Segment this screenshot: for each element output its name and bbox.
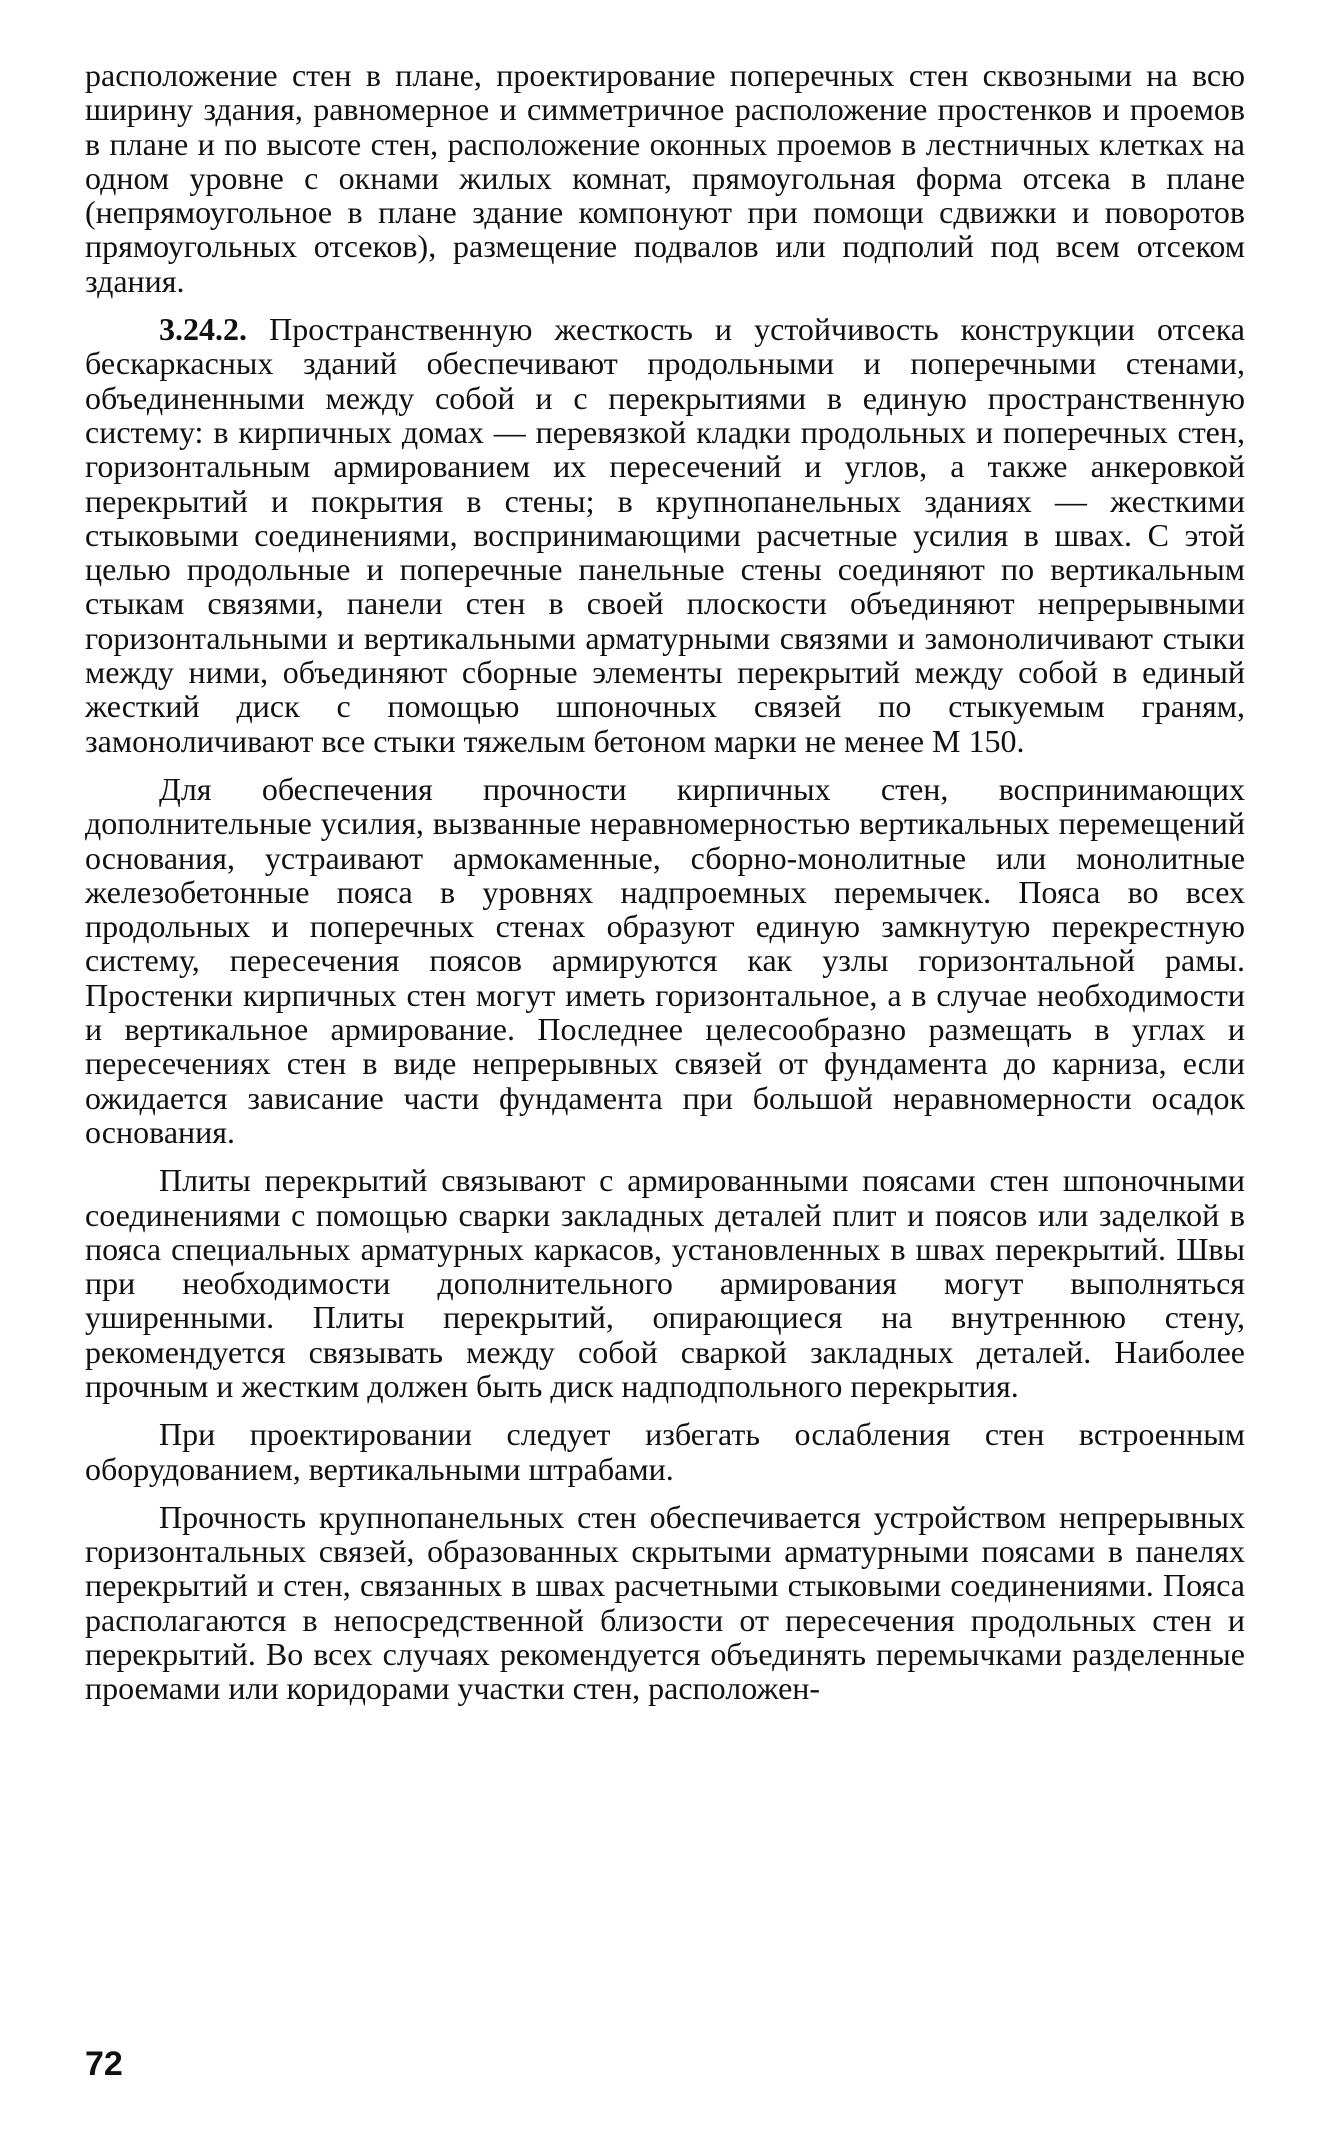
- paragraph-3-text: Для обеспечения прочности кирпичных стен, воспринимающих дополнительные усилия, вызванные неравномерностью вертикальных перемещений основания, устраивают армокаменные, сборно-монолитные или монолитные железобетонные пояса в уровнях надпроемных перемычек. Пояса во всех продольных и поперечных стенах образуют единую замкнутую перекрестную систему, пересечения поясов армируются как узлы горизонтальной рамы. Простенки кирпичных стен могут иметь горизонтальное, а в случае необходимости и вертикальное армирование. Последнее целесообразно размещать в углах и пересечениях стен в виде непрерывных связей от фундамента до карниза, если ожидается зависание части фундамента при большой неравномерности осадок основания.: [85, 770, 1245, 1150]
- paragraph-2: [85, 312, 1245, 758]
- paragraph-4-text: Плиты перекрытий связывают с армированными поясами стен шпоночными соединениями с помощью сварки закладных деталей плит и поясов или заделкой в пояса специальных арматурных каркасов, установленных в швах перекрытий. Швы при необходимости дополнительного армирования могут выполняться уширенными. Плиты перекрытий, опирающиеся на внутреннюю стену, рекомендуется связывать между собой сваркой закладных деталей. Наиболее прочным и жестким должен быть диск надподпольного перекрытия.: [85, 1162, 1245, 1404]
- paragraph-5-text: При проектировании следует избегать ослабления стен встроенным оборудованием, вертикальными штрабами.: [85, 1416, 1245, 1487]
- paragraph-6: [85, 1500, 1245, 1706]
- paragraph-1: [85, 58, 1245, 298]
- paragraph-1-text: расположение стен в плане, проектирование поперечных стен сквозными на всю ширину здания, равномерное и симметричное расположение простенков и проемов в плане и по высоте стен, расположение оконных проемов в лестничных клетках на одном уровне с окнами жилых комнат, прямоугольная форма отсека в плане (непрямоугольное в плане здание компонуют при помощи сдвижки и поворотов прямоугольных отсеков), размещение подвалов или подполий под всем отсеком здания.: [85, 57, 1245, 299]
- page-body: [85, 58, 1245, 1720]
- paragraph-2-text: Пространственную жесткость и устойчивость конструкции отсека бескаркасных зданий обеспечивают продольными и поперечными стенами, объединенными между собой и с перекрытиями в единую пространственную систему: в кирпичных домах — перевязкой кладки продольных и поперечных стен, горизонтальным армированием их пересечений и углов, а также анкеровкой перекрытий и покрытия в стены; в крупнопанельных зданиях — жесткими стыковыми соединениями, воспринимающими расчетные усилия в швах. С этой целью продольные и поперечные панельные стены соединяют по вертикальным стыкам связями, панели стен в своей плоскости объединяют непрерывными горизонтальными и вертикальными арматурными связями и замоноличивают стыки между ними, объединяют сборные элементы перекрытий между собой в единый жесткий диск с помощью шпоночных связей по стыкуемым граням, замоноличивают все стыки тяжелым бетоном марки не менее М 150.: [85, 311, 1245, 759]
- paragraph-5: [85, 1417, 1245, 1486]
- paragraph-3: [85, 772, 1245, 1149]
- paragraph-6-text: Прочность крупнопанельных стен обеспечивается устройством непрерывных горизонтальных связей, образованных скрытыми арматурными поясами в панелях перекрытий и стен, связанных в швах расчетными стыковыми соединениями. Пояса располагаются в непосредственной близости от пересечения продольных стен и перекрытий. Во всех случаях рекомендуется объединять перемычками разделенные проемами или коридорами участки стен, расположен-: [85, 1498, 1245, 1707]
- paragraph-4: [85, 1163, 1245, 1403]
- page-number: 72: [85, 2045, 123, 2083]
- section-number: 3.24.2.: [159, 311, 247, 348]
